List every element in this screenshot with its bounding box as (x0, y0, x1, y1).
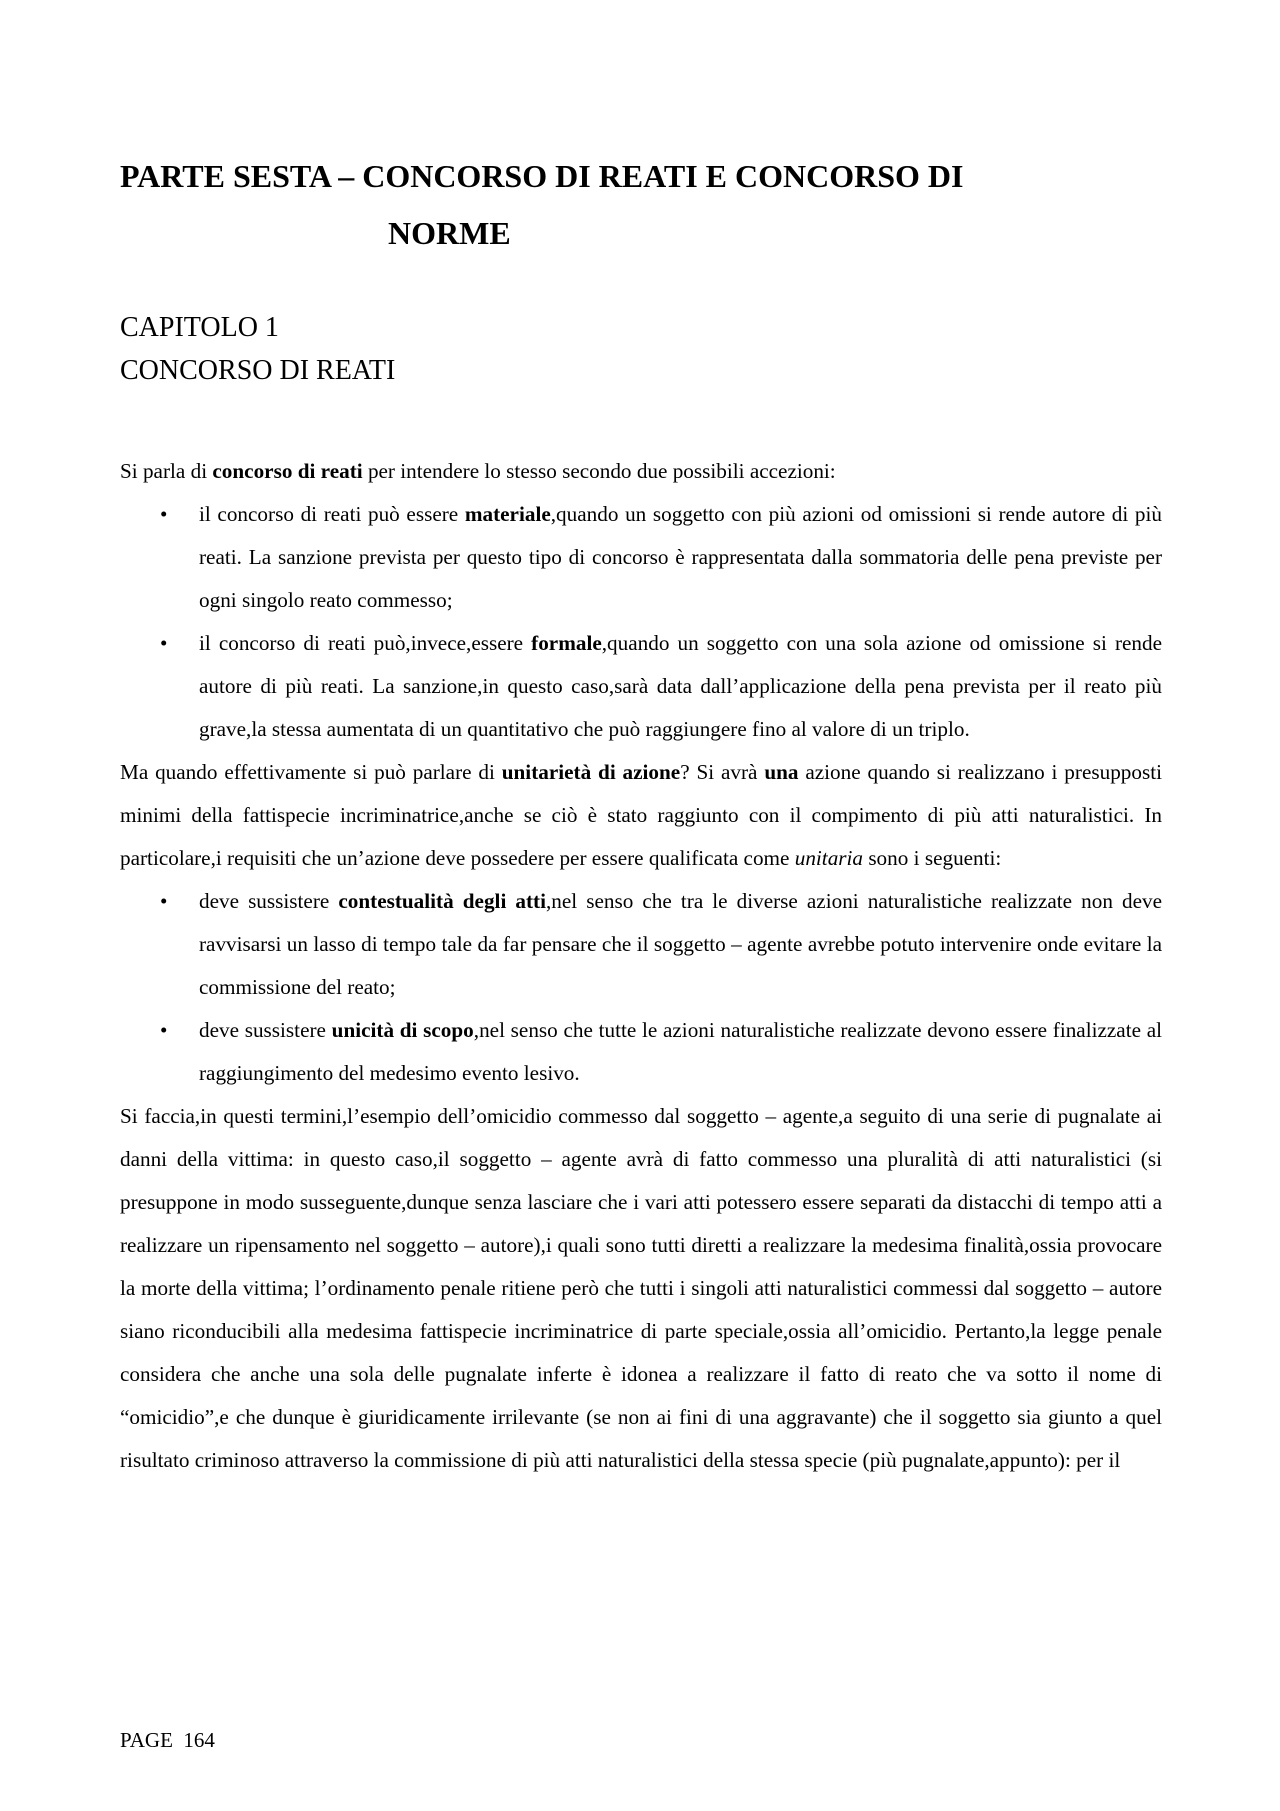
part-title-line-2: NORME (388, 215, 511, 251)
chapter-name: CONCORSO DI REATI (120, 355, 396, 386)
term-unitaria: unitaria (794, 846, 864, 870)
page-footer (120, 1728, 215, 1752)
paragraph-unitarieta: Ma quando effettivamente si può parlare di unitarietà di azione? Si avrà una azione quando si realizzano i presupposti minimi della fattispecie incriminatrice,anche se ciò è stato raggiunto con il compimento di più atti naturalistici. In particolare,i requisiti che un’azione deve possedere per essere qualificata come unitaria sono i seguenti: (120, 760, 1162, 870)
bullet-icon: • (160, 502, 168, 526)
page-label: PAGE (120, 1728, 173, 1752)
list-item: • il concorso di reati può,invece,essere formale,quando un soggetto con una sola azione od omissione si rende autore di più reati. La sanzione,in questo caso,sarà data dall’applicazione della pena prevista per il reato più grave,la stessa aumentata di un quantitativo che può raggiungere fino al valore di un triplo. (120, 622, 1162, 751)
term-concorso-di-reati: concorso di reati (212, 459, 363, 483)
bullet-icon: • (160, 1018, 168, 1042)
bullet-icon: • (160, 889, 168, 913)
page-number: 164 (183, 1728, 215, 1752)
list-item: • il concorso di reati può essere materiale,quando un soggetto con più azioni od omissioni si rende autore di più reati. La sanzione prevista per questo tipo di concorso è rappresentata dalla sommatoria delle pena previste per ogni singolo reato commesso; (120, 493, 1162, 622)
chapter-number: CAPITOLO 1 (120, 312, 279, 343)
term-formale: formale (531, 631, 602, 655)
concorso-types-list (120, 493, 1162, 751)
term-materiale: materiale (464, 502, 551, 526)
requisiti-list (120, 880, 1162, 1095)
term-contestualita: contestualità degli atti (338, 889, 546, 913)
term-una: una (764, 760, 799, 784)
paragraph-intro: Si parla di concorso di reati per intendere lo stesso secondo due possibili accezioni: (120, 459, 836, 483)
list-item: • deve sussistere contestualità degli atti,nel senso che tra le diverse azioni naturalistiche realizzate non deve ravvisarsi un lasso di tempo tale da far pensare che il soggetto – agente avrebbe potuto intervenire onde evitare la commissione del reato; (120, 880, 1162, 1009)
part-title-line-1: PARTE SESTA – CONCORSO DI REATI E CONCORSO DI (120, 158, 964, 194)
bullet-icon: • (160, 631, 168, 655)
paragraph-esempio: Si faccia,in questi termini,l’esempio dell’omicidio commesso dal soggetto – agente,a seguito di una serie di pugnalate ai danni della vittima: in questo caso,il soggetto – agente avrà di fatto commesso una pluralità di atti naturalistici (si presuppone in modo susseguente,dunque senza lasciare che i vari atti potessero essere separati da distacchi di tempo atti a realizzare un ripensamento nel soggetto – autore),i quali sono tutti diretti a realizzare la medesima finalità,ossia provocare la morte della vittima; l’ordinamento penale ritiene però che tutti i singoli atti naturalistici commessi dal soggetto – autore siano riconducibili alla medesima fattispecie incriminatrice di parte speciale,ossia all’omicidio. Pertanto,la legge penale considera che anche una sola delle pugnalate inferte è idonea a realizzare il fatto di reato che va sotto il nome di “omicidio”,e che dunque è giuridicamente irrilevante (se non ai fini di una aggravante) che il soggetto sia giunto a quel risultato criminoso attraverso la commissione di più atti naturalistici della stessa specie (più pugnalate,appunto): per il (120, 1104, 1162, 1472)
term-unitarieta: unitarietà di azione (501, 760, 681, 784)
body-text (120, 450, 1162, 1482)
part-title (120, 148, 1160, 262)
chapter-heading (120, 306, 395, 392)
list-item: • deve sussistere unicità di scopo,nel senso che tutte le azioni naturalistiche realizzate devono essere finalizzate al raggiungimento del medesimo evento lesivo. (120, 1009, 1162, 1095)
term-unicita: unicità di scopo (331, 1018, 474, 1042)
